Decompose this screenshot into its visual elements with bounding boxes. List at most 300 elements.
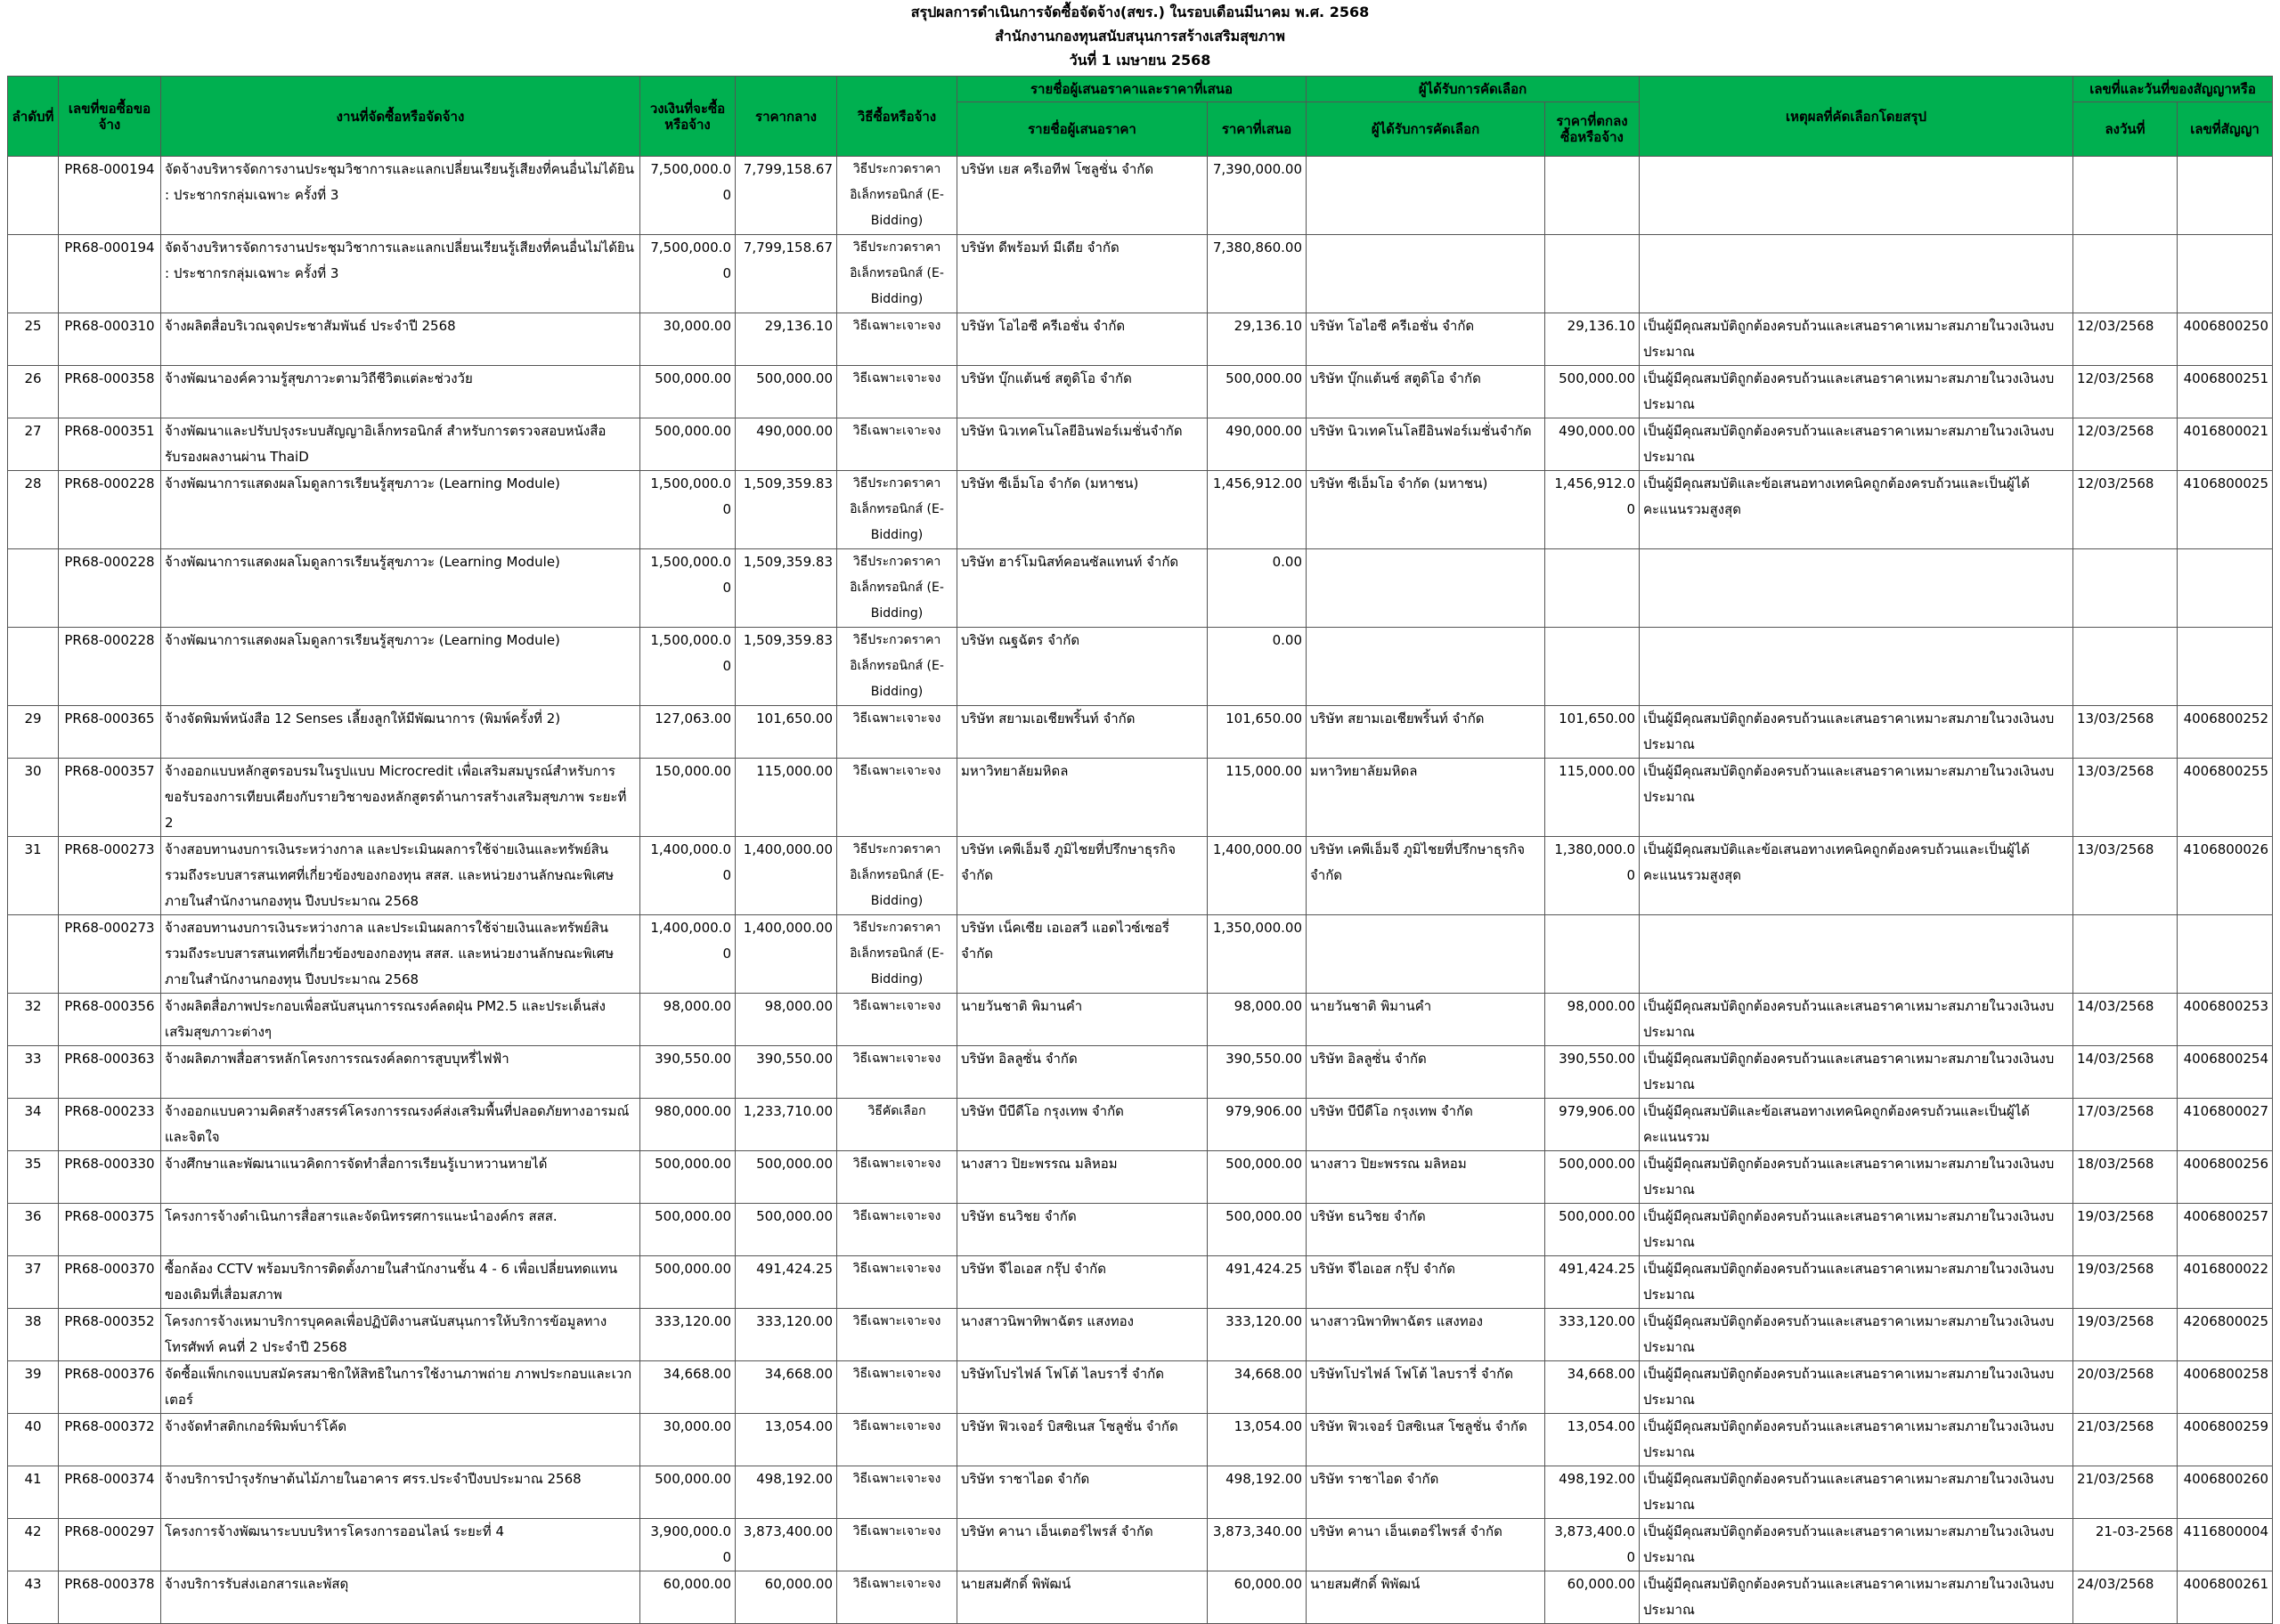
cell-task-text: จ้างออกแบบความคิดสร้างสรรค์โครงการรณรงค์ส่งเสริมพื้นที่ปลอดภัยทางอารมณ์และจิตใจ (165, 1103, 630, 1145)
cell-contract (2178, 1466, 2273, 1519)
cell-contract-text: 4016800021 (2183, 423, 2269, 439)
cell-method-text: วิธีเฉพาะเจาะจง (852, 999, 941, 1013)
cell-bid-text: 13,054.00 (1234, 1418, 1303, 1434)
cell-agreed-text: 60,000.00 (1567, 1576, 1636, 1592)
cell-pr-text: PR68-000372 (64, 1418, 155, 1434)
cell-date (2073, 1256, 2178, 1309)
cell-bidder-text: บริษัท คานา เอ็นเตอร์ไพรส์ จำกัด (961, 1523, 1153, 1539)
cell-bidder-text: บริษัท เน็คเซีย เอเอสวี แอดไวซ์เซอรี่ จำกัด (961, 920, 1169, 962)
cell-bid-text: 498,192.00 (1226, 1471, 1303, 1487)
cell-budget-text: 127,063.00 (655, 710, 731, 727)
cell-winner (1307, 837, 1545, 915)
cell-winner (1307, 706, 1545, 759)
cell-winner (1307, 628, 1545, 706)
cell-task-text: จ้างบริการบำรุงรักษาต้นไม้ภายในอาคาร ศรร.ประจำปีงบประมาณ 2568 (165, 1471, 582, 1487)
cell-no-text: 27 (24, 423, 42, 439)
cell-budget (640, 1099, 736, 1151)
cell-budget (640, 1046, 736, 1099)
cell-budget-text: 34,668.00 (663, 1366, 731, 1382)
cell-date (2073, 549, 2178, 628)
cell-contract (2178, 1204, 2273, 1256)
cell-task (161, 759, 640, 837)
cell-date-text: 21/03/2568 (2077, 1418, 2154, 1434)
cell-method-text: วิธีเฉพาะเจาะจง (852, 1314, 941, 1328)
cell-bidder (957, 235, 1208, 313)
cell-method (837, 471, 957, 549)
header-date: ลงวันที่ (2073, 102, 2178, 157)
cell-agreed-text: 34,668.00 (1567, 1366, 1636, 1382)
cell-median (736, 549, 837, 628)
cell-bid (1208, 915, 1307, 994)
cell-method-text: วิธีเฉพาะเจาะจง (852, 711, 941, 726)
cell-budget-text: 333,120.00 (655, 1313, 731, 1329)
cell-date (2073, 1204, 2178, 1256)
cell-contract (2178, 706, 2273, 759)
header-bid: ราคาที่เสนอ (1208, 102, 1307, 157)
cell-contract (2178, 157, 2273, 235)
cell-bidder (957, 366, 1208, 418)
cell-pr (59, 313, 161, 366)
cell-bid (1208, 1466, 1307, 1519)
cell-median-text: 3,873,400.00 (743, 1523, 833, 1539)
table-row (8, 1361, 2273, 1414)
cell-agreed-text: 29,136.10 (1567, 318, 1636, 334)
cell-bidder (957, 1046, 1208, 1099)
cell-pr (59, 706, 161, 759)
cell-bidder-text: บริษัท จีไอเอส กรุ๊ป จำกัด (961, 1261, 1106, 1277)
cell-median-text: 498,192.00 (756, 1471, 833, 1487)
cell-reason-text: เป็นผู้มีคุณสมบัติถูกต้องครบถ้วนและเสนอราคาเหมาะสมภายในวงเงินงบประมาณ (1643, 318, 2055, 360)
cell-reason-text: เป็นผู้มีคุณสมบัติถูกต้องครบถ้วนและเสนอราคาเหมาะสมภายในวงเงินงบประมาณ (1643, 1261, 2055, 1303)
cell-agreed (1545, 549, 1640, 628)
cell-budget-text: 1,500,000.00 (650, 632, 731, 674)
cell-task (161, 994, 640, 1046)
cell-bidder (957, 628, 1208, 706)
cell-method-text: วิธีประกวดราคาอิเล็กทรอนิกส์ (E-Bidding) (850, 842, 944, 908)
cell-agreed-text: 500,000.00 (1559, 370, 1636, 386)
cell-bid (1208, 366, 1307, 418)
cell-bidder-text: บริษัท บีบีดีโอ กรุงเทพ จำกัด (961, 1103, 1124, 1119)
cell-winner-text: บริษัท ธนวิชย จำกัด (1310, 1208, 1426, 1224)
cell-pr-text: PR68-000352 (64, 1313, 155, 1329)
cell-median-text: 115,000.00 (756, 763, 833, 779)
cell-median-text: 29,136.10 (764, 318, 833, 334)
cell-median (736, 1309, 837, 1361)
cell-median (736, 1046, 837, 1099)
cell-bid-text: 101,650.00 (1226, 710, 1303, 727)
cell-budget (640, 1571, 736, 1624)
report-date: วันที่ 1 เมษายน 2568 (1069, 52, 1211, 69)
cell-median-text: 13,054.00 (764, 1418, 833, 1434)
cell-median-text: 1,509,359.83 (743, 632, 833, 648)
cell-task-text: จ้างจัดทำสติกเกอร์พิมพ์บาร์โค้ด (165, 1418, 347, 1434)
cell-winner (1307, 313, 1545, 366)
cell-contract (2178, 1151, 2273, 1204)
cell-reason-text: เป็นผู้มีคุณสมบัติถูกต้องครบถ้วนและเสนอราคาเหมาะสมภายในวงเงินงบประมาณ (1643, 1208, 2055, 1250)
cell-method (837, 759, 957, 837)
cell-pr-text: PR68-000228 (64, 475, 155, 491)
cell-no (8, 1466, 59, 1519)
cell-reason (1640, 706, 2073, 759)
cell-task (161, 471, 640, 549)
cell-median-text: 500,000.00 (756, 370, 833, 386)
header-winner: ผู้ได้รับการคัดเลือก (1307, 102, 1545, 157)
agency-name: สำนักงานกองทุนสนับสนุนการสร้างเสริมสุขภาพ (995, 28, 1285, 45)
procurement-table (7, 76, 2273, 1624)
cell-winner (1307, 994, 1545, 1046)
cell-contract-text: 4006800259 (2183, 1418, 2269, 1434)
cell-contract-text: 4006800260 (2183, 1471, 2269, 1487)
cell-reason (1640, 1046, 2073, 1099)
cell-reason-text: เป็นผู้มีคุณสมบัติและข้อเสนอทางเทคนิคถูกต้องครบถ้วนและเป็นผู้ได้คะแนนรวมสูงสุด (1643, 841, 2031, 883)
cell-task-text: จ้างพัฒนาการแสดงผลโมดูลการเรียนรู้สุขภาวะ (Learning Module) (165, 475, 560, 491)
cell-method-text: วิธีเฉพาะเจาะจง (852, 1524, 941, 1539)
cell-agreed (1545, 418, 1640, 471)
cell-agreed-text: 979,906.00 (1559, 1103, 1636, 1119)
cell-winner-text: บริษัท บุ๊กแต้นซ์ สตูดิโอ จำกัด (1310, 370, 1481, 386)
cell-winner-text: บริษัท จีไอเอส กรุ๊ป จำกัด (1310, 1261, 1456, 1277)
cell-task (161, 915, 640, 994)
cell-bidder-text: บริษัท โอไอซี ครีเอชั่น จำกัด (961, 318, 1126, 334)
cell-budget (640, 418, 736, 471)
cell-task (161, 1151, 640, 1204)
cell-budget (640, 628, 736, 706)
cell-median (736, 1466, 837, 1519)
cell-winner (1307, 235, 1545, 313)
cell-budget-text: 3,900,000.00 (650, 1523, 731, 1565)
cell-pr-text: PR68-000358 (64, 370, 155, 386)
cell-bid (1208, 313, 1307, 366)
cell-bidder-text: บริษัท บุ๊กแต้นซ์ สตูดิโอ จำกัด (961, 370, 1132, 386)
cell-median (736, 1519, 837, 1571)
cell-bidder-text: บริษัทโปรไฟล์ โฟโต้ ไลบรารี่ จำกัด (961, 1366, 1164, 1382)
cell-bid (1208, 706, 1307, 759)
cell-median (736, 235, 837, 313)
cell-task (161, 418, 640, 471)
cell-task (161, 1256, 640, 1309)
cell-contract-text: 4116800004 (2183, 1523, 2269, 1539)
cell-method-text: วิธีเฉพาะเจาะจง (852, 319, 941, 333)
cell-method-text: วิธีประกวดราคาอิเล็กทรอนิกส์ (E-Bidding) (850, 162, 944, 228)
cell-no (8, 1204, 59, 1256)
cell-no-text: 31 (24, 841, 42, 857)
cell-pr (59, 1046, 161, 1099)
cell-date (2073, 706, 2178, 759)
cell-bid-text: 500,000.00 (1226, 370, 1303, 386)
cell-contract-text: 4006800256 (2183, 1156, 2269, 1172)
cell-date (2073, 1361, 2178, 1414)
cell-reason (1640, 366, 2073, 418)
cell-winner (1307, 471, 1545, 549)
cell-no-text: 41 (24, 1471, 42, 1487)
table-row (8, 418, 2273, 471)
cell-winner-text: นางสาว ปิยะพรรณ มลิหอม (1310, 1156, 1467, 1172)
cell-winner (1307, 1046, 1545, 1099)
cell-median (736, 1099, 837, 1151)
cell-bid (1208, 1099, 1307, 1151)
cell-median (736, 418, 837, 471)
cell-median-text: 1,400,000.00 (743, 920, 833, 936)
cell-pr (59, 994, 161, 1046)
cell-pr-text: PR68-000356 (64, 998, 155, 1014)
cell-date-text: 20/03/2568 (2077, 1366, 2154, 1382)
cell-bid-text: 7,390,000.00 (1212, 161, 1303, 177)
cell-contract (2178, 1099, 2273, 1151)
cell-budget-text: 1,400,000.00 (650, 841, 731, 883)
cell-median-text: 490,000.00 (756, 423, 833, 439)
cell-no-text: 33 (24, 1051, 42, 1067)
cell-budget-text: 1,400,000.00 (650, 920, 731, 962)
cell-winner (1307, 1256, 1545, 1309)
cell-task-text: จ้างผลิตสื่อภาพประกอบเพื่อสนับสนุนการรณรงค์ลดฝุ่น PM2.5 และประเด็นส่งเสริมสุขภาวะต่างๆ (165, 998, 606, 1040)
cell-no (8, 1361, 59, 1414)
cell-task-text: จ้างผลิตสื่อบริเวณจุดประชาสัมพันธ์ ประจำปี 2568 (165, 318, 456, 334)
cell-bid-text: 0.00 (1272, 632, 1303, 648)
cell-budget (640, 366, 736, 418)
cell-bidder (957, 1099, 1208, 1151)
cell-bidder-text: บริษัท อิลลูซั่น จำกัด (961, 1051, 1078, 1067)
cell-no (8, 366, 59, 418)
cell-no (8, 418, 59, 471)
cell-agreed-text: 500,000.00 (1559, 1208, 1636, 1224)
cell-budget-text: 1,500,000.00 (650, 475, 731, 517)
report-title: สรุปผลการดำเนินการจัดซื้อจัดจ้าง(สขร.) ในรอบเดือนมีนาคม พ.ศ. 2568 (910, 4, 1370, 20)
cell-no (8, 1519, 59, 1571)
cell-task-text: จ้างพัฒนาการแสดงผลโมดูลการเรียนรู้สุขภาวะ (Learning Module) (165, 632, 560, 648)
cell-median-text: 34,668.00 (764, 1366, 833, 1382)
cell-method-text: วิธีเฉพาะเจาะจง (852, 1262, 941, 1276)
cell-winner (1307, 915, 1545, 994)
cell-task (161, 1361, 640, 1414)
cell-task (161, 837, 640, 915)
cell-median-text: 500,000.00 (756, 1208, 833, 1224)
cell-reason (1640, 915, 2073, 994)
cell-agreed (1545, 157, 1640, 235)
cell-agreed (1545, 1361, 1640, 1414)
cell-reason (1640, 235, 2073, 313)
cell-bidder (957, 994, 1208, 1046)
cell-task-text: จ้างพัฒนาองค์ความรู้สุขภาวะตามวิถีชีวิตแต่ละช่วงวัย (165, 370, 473, 386)
cell-contract-text: 4006800257 (2183, 1208, 2269, 1224)
cell-task (161, 157, 640, 235)
cell-bidder-text: บริษัท ราชาไอด จำกัด (961, 1471, 1090, 1487)
cell-budget-text: 500,000.00 (655, 1471, 731, 1487)
cell-pr (59, 1204, 161, 1256)
cell-date (2073, 1519, 2178, 1571)
table-row (8, 1256, 2273, 1309)
cell-date-text: 21/03/2568 (2077, 1471, 2154, 1487)
cell-no (8, 1099, 59, 1151)
cell-pr (59, 1466, 161, 1519)
cell-reason-text: เป็นผู้มีคุณสมบัติถูกต้องครบถ้วนและเสนอราคาเหมาะสมภายในวงเงินงบประมาณ (1643, 1156, 2055, 1198)
cell-median (736, 1571, 837, 1624)
cell-bid-text: 34,668.00 (1234, 1366, 1303, 1382)
cell-budget (640, 837, 736, 915)
cell-method-text: วิธีประกวดราคาอิเล็กทรอนิกส์ (E-Bidding) (850, 921, 944, 987)
cell-reason-text: เป็นผู้มีคุณสมบัติถูกต้องครบถ้วนและเสนอราคาเหมาะสมภายในวงเงินงบประมาณ (1643, 1366, 2055, 1408)
cell-agreed (1545, 366, 1640, 418)
cell-agreed (1545, 837, 1640, 915)
cell-budget-text: 500,000.00 (655, 370, 731, 386)
cell-winner (1307, 1204, 1545, 1256)
cell-winner (1307, 1309, 1545, 1361)
cell-no-text: 38 (24, 1313, 42, 1329)
table-row (8, 471, 2273, 549)
cell-method-text: วิธีเฉพาะเจาะจง (852, 1052, 941, 1066)
cell-budget (640, 1361, 736, 1414)
cell-reason (1640, 549, 2073, 628)
cell-method-text: วิธีเฉพาะเจาะจง (852, 1577, 941, 1591)
cell-date (2073, 994, 2178, 1046)
cell-bidder-text: บริษัท สยามเอเชียพริ้นท์ จำกัด (961, 710, 1136, 727)
cell-no-text: 26 (24, 370, 42, 386)
cell-pr (59, 1309, 161, 1361)
table-row (8, 157, 2273, 235)
cell-method (837, 1571, 957, 1624)
cell-bid (1208, 1256, 1307, 1309)
cell-agreed-text: 101,650.00 (1559, 710, 1636, 727)
cell-reason (1640, 1519, 2073, 1571)
cell-reason-text: เป็นผู้มีคุณสมบัติถูกต้องครบถ้วนและเสนอราคาเหมาะสมภายในวงเงินงบประมาณ (1643, 998, 2055, 1040)
cell-agreed-text: 500,000.00 (1559, 1156, 1636, 1172)
cell-median (736, 1414, 837, 1466)
cell-median-text: 98,000.00 (764, 998, 833, 1014)
cell-method-text: วิธีเฉพาะเจาะจง (852, 1472, 941, 1486)
cell-task-text: จัดจ้างบริหารจัดการงานประชุมวิชาการและแลกเปลี่ยนเรียนรู้เสียงที่คนอื่นไม่ได้ยิน : ประชากรกลุ่มเฉพาะ ครั้งที่ 3 (165, 161, 635, 203)
cell-no-text: 32 (24, 998, 42, 1014)
cell-date-text: 14/03/2568 (2077, 998, 2154, 1014)
table-row (8, 1571, 2273, 1624)
table-row (8, 549, 2273, 628)
cell-winner (1307, 1571, 1545, 1624)
cell-bidder (957, 471, 1208, 549)
cell-no (8, 157, 59, 235)
cell-winner-text: นายวันชาติ พิมานคำ (1310, 998, 1432, 1014)
cell-winner-text: มหาวิทยาลัยมหิดล (1310, 763, 1418, 779)
cell-task (161, 1309, 640, 1361)
cell-agreed-text: 1,380,000.00 (1554, 841, 1636, 883)
cell-budget (640, 235, 736, 313)
cell-no (8, 313, 59, 366)
cell-winner-text: บริษัท คานา เอ็นเตอร์ไพรส์ จำกัด (1310, 1523, 1502, 1539)
cell-winner-text: นายสมศักดิ์ พิพัฒน์ (1310, 1576, 1421, 1592)
cell-contract (2178, 366, 2273, 418)
cell-median-text: 7,799,158.67 (743, 240, 833, 256)
cell-contract-text: 4006800251 (2183, 370, 2269, 386)
cell-pr-text: PR68-000363 (64, 1051, 155, 1067)
cell-date (2073, 313, 2178, 366)
cell-date (2073, 1046, 2178, 1099)
cell-method (837, 1309, 957, 1361)
cell-date (2073, 1099, 2178, 1151)
cell-budget (640, 549, 736, 628)
cell-winner-text: บริษัท สยามเอเชียพริ้นท์ จำกัด (1310, 710, 1485, 727)
table-row (8, 313, 2273, 366)
cell-bid (1208, 837, 1307, 915)
table-row (8, 706, 2273, 759)
cell-winner (1307, 549, 1545, 628)
cell-agreed (1545, 235, 1640, 313)
cell-contract (2178, 1309, 2273, 1361)
header-contract: เลขที่สัญญา (2178, 102, 2273, 157)
cell-median (736, 157, 837, 235)
cell-reason (1640, 471, 2073, 549)
cell-pr-text: PR68-000273 (64, 841, 155, 857)
cell-budget (640, 1519, 736, 1571)
cell-reason-text: เป็นผู้มีคุณสมบัติถูกต้องครบถ้วนและเสนอราคาเหมาะสมภายในวงเงินงบประมาณ (1643, 1576, 2055, 1618)
cell-date (2073, 1571, 2178, 1624)
cell-pr-text: PR68-000273 (64, 920, 155, 936)
cell-contract (2178, 1046, 2273, 1099)
cell-bid (1208, 549, 1307, 628)
cell-contract (2178, 1256, 2273, 1309)
cell-bid-text: 390,550.00 (1226, 1051, 1303, 1067)
cell-date (2073, 471, 2178, 549)
cell-contract (2178, 1414, 2273, 1466)
cell-method (837, 915, 957, 994)
report-titles (0, 0, 2280, 76)
table-row (8, 1046, 2273, 1099)
cell-bidder-text: นางสาว ปิยะพรรณ มลิหอม (961, 1156, 1118, 1172)
cell-median (736, 313, 837, 366)
cell-winner (1307, 1361, 1545, 1414)
header-bidder: รายชื่อผู้เสนอราคา (957, 102, 1208, 157)
cell-median (736, 706, 837, 759)
cell-median (736, 837, 837, 915)
cell-bid-text: 29,136.10 (1234, 318, 1303, 334)
cell-winner (1307, 157, 1545, 235)
cell-pr (59, 1414, 161, 1466)
table-row (8, 1151, 2273, 1204)
table-row (8, 366, 2273, 418)
table-row (8, 1414, 2273, 1466)
cell-no (8, 471, 59, 549)
cell-pr-text: PR68-000376 (64, 1366, 155, 1382)
cell-pr (59, 471, 161, 549)
cell-winner (1307, 759, 1545, 837)
cell-bidder-text: บริษัท ฟิวเจอร์ บิสซิเนส โซลูชั่น จำกัด (961, 1418, 1178, 1434)
cell-reason (1640, 994, 2073, 1046)
cell-no (8, 759, 59, 837)
cell-method-text: วิธีประกวดราคาอิเล็กทรอนิกส์ (E-Bidding) (850, 476, 944, 542)
cell-method (837, 157, 957, 235)
cell-budget-text: 980,000.00 (655, 1103, 731, 1119)
header-median: ราคากลาง (736, 77, 837, 157)
cell-bid (1208, 759, 1307, 837)
cell-method (837, 1099, 957, 1151)
cell-winner (1307, 418, 1545, 471)
cell-method-text: วิธีประกวดราคาอิเล็กทรอนิกส์ (E-Bidding) (850, 555, 944, 621)
cell-reason-text: เป็นผู้มีคุณสมบัติถูกต้องครบถ้วนและเสนอราคาเหมาะสมภายในวงเงินงบประมาณ (1643, 1418, 2055, 1460)
cell-pr (59, 549, 161, 628)
cell-median-text: 101,650.00 (756, 710, 833, 727)
cell-reason-text: เป็นผู้มีคุณสมบัติถูกต้องครบถ้วนและเสนอราคาเหมาะสมภายในวงเงินงบประมาณ (1643, 710, 2055, 752)
cell-median-text: 1,233,710.00 (743, 1103, 833, 1119)
header-no: ลำดับที่ (8, 77, 59, 157)
cell-contract (2178, 549, 2273, 628)
cell-method-text: วิธีเฉพาะเจาะจง (852, 1157, 941, 1171)
cell-bid-text: 490,000.00 (1226, 423, 1303, 439)
cell-bid-text: 115,000.00 (1226, 763, 1303, 779)
cell-no-text: 37 (24, 1261, 42, 1277)
cell-agreed (1545, 759, 1640, 837)
cell-bid (1208, 418, 1307, 471)
cell-budget (640, 1151, 736, 1204)
cell-bid-text: 60,000.00 (1234, 1576, 1303, 1592)
cell-winner (1307, 1099, 1545, 1151)
cell-bidder-text: บริษัท ณฐฉัตร จำกัด (961, 632, 1080, 648)
cell-bid (1208, 1519, 1307, 1571)
